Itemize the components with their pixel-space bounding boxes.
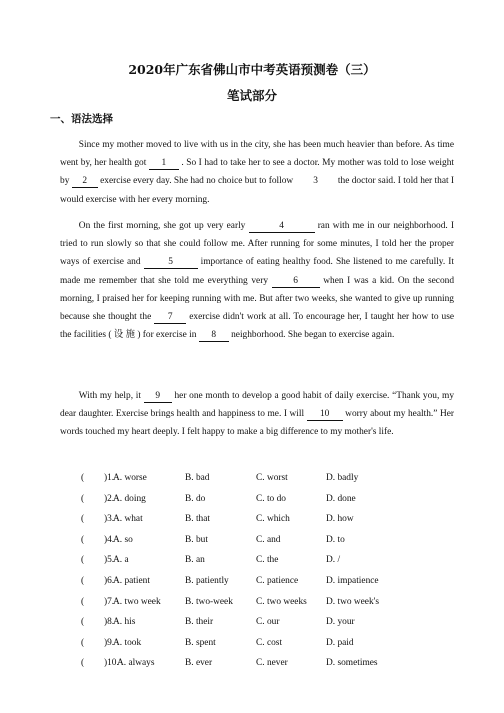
option-c[interactable]: C. never [256, 658, 288, 669]
option-c[interactable]: C. worst [256, 473, 288, 483]
option-a[interactable]: A. doing [113, 493, 146, 504]
option-c[interactable]: C. which [256, 514, 290, 525]
question-number: )5. [104, 555, 115, 566]
option-d[interactable]: D. paid [326, 637, 354, 648]
question-row [60, 576, 480, 597]
option-a[interactable]: A. so [113, 534, 133, 545]
answer-paren: ( [81, 596, 85, 607]
passage-paragraph-1 [60, 136, 454, 209]
option-b[interactable]: B. spent [185, 637, 216, 648]
option-b[interactable]: B. do [185, 493, 206, 504]
option-b[interactable]: B. patiently [185, 575, 229, 586]
passage-text: . So I had to take her to see a doctor. My mother was told to lose weight by [60, 158, 454, 187]
answer-paren: ( [81, 575, 85, 586]
passage-text: when I was a kid. On the second morning, I praised her for keeping running with me. But after two weeks, she wanted to give up running because she thought the [60, 275, 455, 323]
exam-subtitle: 笔试部分 [226, 88, 277, 103]
question-row [60, 658, 480, 679]
option-a[interactable]: A. always [117, 658, 155, 669]
question-row [60, 638, 480, 659]
exam-title: 2020年广东省佛山市中考英语预测卷（三） [128, 62, 376, 77]
option-c[interactable]: C. our [256, 617, 280, 628]
blank-7: 7 [154, 312, 186, 324]
passage-text: exercise didn't work at all. To encourage her, I taught her how to use the facilities ( 设 施 ) for exercise in [60, 312, 455, 341]
option-d[interactable]: D. impatience [326, 575, 379, 586]
passage-text: the doctor said. I told her that I would exercise with her every morning. [60, 176, 455, 205]
passage-paragraph-3 [60, 387, 454, 442]
blank-10: 10 [307, 409, 343, 421]
option-d[interactable]: D. sometimes [326, 658, 378, 669]
answer-paren: ( [81, 637, 85, 648]
question-row [60, 555, 480, 576]
answer-paren: ( [81, 493, 85, 504]
option-c[interactable]: C. patience [256, 575, 299, 586]
option-d[interactable]: D. / [326, 555, 341, 566]
answer-paren: ( [81, 617, 85, 628]
passage-text: worry about my health.” Her words touched my heart deeply. I felt happy to make a big difference to my mother's life. [60, 409, 454, 438]
question-number: )3. [104, 514, 115, 525]
option-d[interactable]: D. badly [326, 473, 359, 483]
question-number: )1. [104, 473, 115, 483]
option-a[interactable]: A. a [113, 555, 129, 566]
option-a[interactable]: A. patient [113, 575, 150, 586]
question-number: )7. [104, 596, 115, 607]
option-b[interactable]: B. but [185, 534, 208, 545]
option-d[interactable]: D. how [326, 514, 354, 525]
question-number: )6. [104, 575, 115, 586]
blank-6: 6 [272, 276, 320, 288]
option-a[interactable]: A. what [113, 514, 143, 525]
answer-paren: ( [81, 514, 85, 525]
passage-text: exercise every day. She had no choice but to follow [100, 176, 294, 187]
passage-text: her one month to develop a good habit of daily exercise. “Thank you, my dear daughter. Exercise brings health and happiness to me. I will [60, 391, 455, 420]
question-number: )8. [104, 617, 115, 628]
option-d[interactable]: D. to [326, 534, 345, 545]
blank-1: 1 [149, 158, 179, 170]
passage-text: importance of eating healthy food. She listened to me carefully. It made me remember that she told me everything very [60, 257, 455, 286]
blank-5: 5 [144, 257, 198, 269]
passage-text: On the first morning, she got up very early [78, 221, 246, 231]
blank-8: 8 [199, 330, 229, 342]
question-number: )10. [104, 658, 119, 669]
answer-paren: ( [81, 534, 85, 545]
question-row [60, 514, 480, 535]
blank-2: 2 [72, 176, 98, 188]
option-d[interactable]: D. done [326, 493, 356, 504]
question-number: )9. [104, 637, 115, 648]
blank-4: 4 [249, 221, 315, 233]
section-heading: 一、语法选择 [50, 113, 113, 125]
option-d[interactable]: D. your [326, 617, 355, 628]
question-number: )2. [104, 493, 115, 504]
option-c[interactable]: C. and [256, 534, 281, 545]
option-b[interactable]: B. their [185, 617, 214, 628]
option-c[interactable]: C. two weeks [256, 596, 307, 607]
option-b[interactable]: B. ever [185, 658, 213, 669]
blank-3: 3 [313, 176, 318, 187]
question-row [60, 535, 480, 556]
option-a[interactable]: A. his [113, 617, 136, 628]
option-b[interactable]: B. two-week [185, 596, 233, 607]
passage-text: Since my mother moved to live with us in the city, she has been much heavier than before. As time went by, her health got [60, 140, 454, 169]
option-d[interactable]: D. two week's [326, 596, 379, 607]
answer-options-list [60, 473, 480, 679]
option-a[interactable]: A. worse [113, 473, 147, 483]
answer-paren: ( [81, 658, 85, 669]
passage-text: With my help, it [78, 391, 141, 401]
blank-9: 9 [144, 391, 172, 403]
option-b[interactable]: B. bad [185, 473, 210, 483]
option-a[interactable]: A. two week [113, 596, 161, 607]
question-row [60, 494, 480, 515]
passage-text: ran with me in our neighborhood. I tried to run slowly so that she could follow me. After running for some minutes, I told her the proper ways of exercise and [60, 221, 455, 268]
answer-paren: ( [81, 473, 85, 483]
passage-text: neighborhood. She began to exercise again. [231, 330, 395, 341]
option-c[interactable]: C. cost [256, 637, 283, 648]
option-b[interactable]: B. that [185, 514, 210, 525]
option-c[interactable]: C. the [256, 555, 279, 566]
option-c[interactable]: C. to do [256, 493, 286, 504]
question-row [60, 597, 480, 618]
option-b[interactable]: B. an [185, 555, 205, 566]
question-number: )4. [104, 534, 115, 545]
option-a[interactable]: A. took [113, 637, 142, 648]
answer-paren: ( [81, 555, 85, 566]
passage-paragraph-2 [60, 217, 454, 344]
question-row [60, 473, 480, 494]
question-row [60, 617, 480, 638]
